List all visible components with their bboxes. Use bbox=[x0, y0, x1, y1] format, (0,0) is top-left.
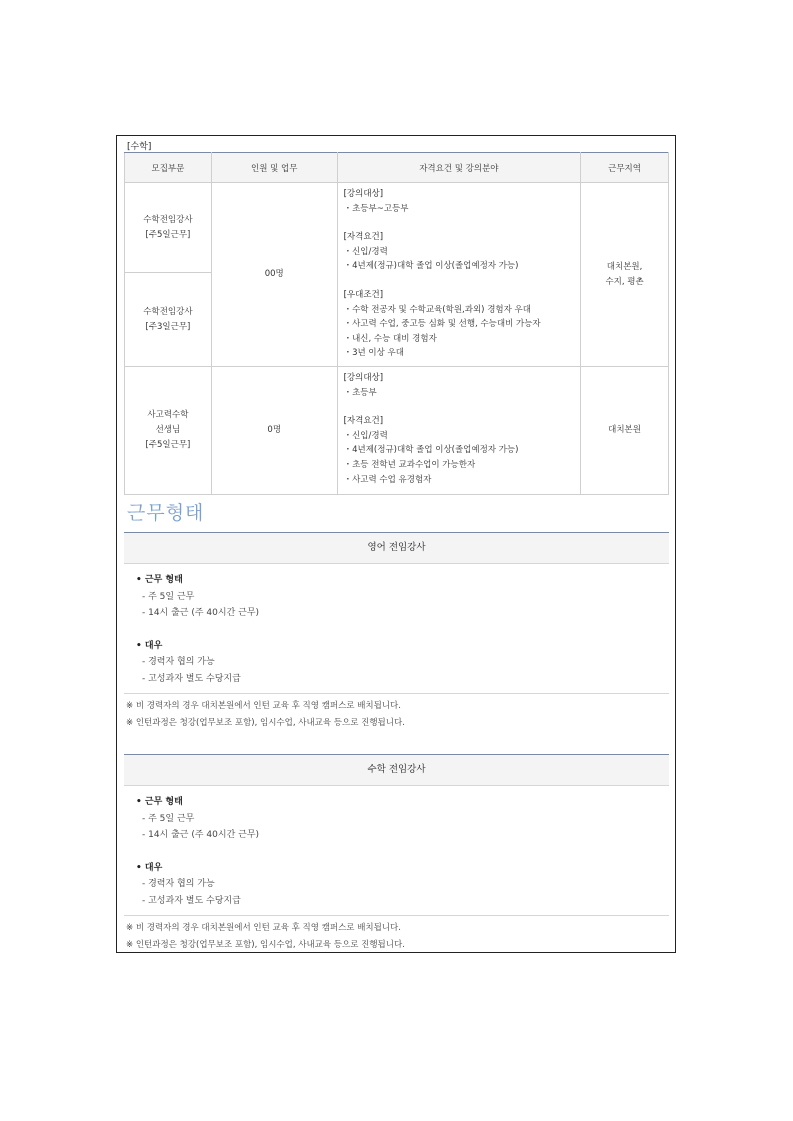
qual-heading: [강의대상] bbox=[343, 189, 384, 199]
qual-heading: [자격요건] bbox=[343, 416, 384, 427]
header-category: 모집부문 bbox=[125, 153, 212, 183]
qual-heading: [강의대상] bbox=[343, 373, 384, 383]
block-item: - 고성과자 별도 수당지급 bbox=[142, 673, 241, 684]
work-type-title: 근무형태 bbox=[127, 502, 205, 524]
qual-item: ・사고력 수업, 중고등 심화 및 선행, 수능대비 가능자 bbox=[343, 319, 541, 330]
block-item: - 14시 출근 (주 40시간 근무) bbox=[142, 830, 260, 840]
role-cell bbox=[125, 273, 212, 367]
block-item: - 고성과자 별도 수당지급 bbox=[142, 895, 241, 906]
role-name: 수학전임강사 [주3일근무] bbox=[143, 306, 193, 332]
role-cell bbox=[125, 183, 212, 273]
spacer bbox=[344, 400, 575, 414]
english-work-panel bbox=[124, 532, 669, 733]
spacer bbox=[344, 216, 575, 230]
quals-cell bbox=[337, 183, 581, 367]
qual-item: ・내신, 수능 대비 경험자 bbox=[343, 333, 437, 344]
qual-item: ・초등부~고등부 bbox=[343, 203, 409, 214]
table-row bbox=[125, 367, 669, 495]
qual-item: ・4년제(정규)대학 졸업 이상(졸업예정자 가능) bbox=[343, 261, 519, 272]
table-row bbox=[125, 183, 669, 273]
role-name: 수학전임강사 [주5일근무] bbox=[143, 214, 193, 240]
block-heading: • 근무 형태 bbox=[136, 797, 183, 807]
qual-item: ・신입/경력 bbox=[343, 246, 388, 257]
panel-notes bbox=[124, 915, 669, 955]
note-line: ※ 인턴과정은 청강(업무보조 포함), 임시수업, 사내교육 등으로 진행됩니다. bbox=[126, 717, 405, 728]
qual-item: ・신입/경력 bbox=[343, 430, 388, 441]
qual-heading: [우대조건] bbox=[343, 289, 384, 300]
count-cell: 0명 bbox=[211, 367, 337, 495]
spacer bbox=[136, 622, 657, 638]
math-recruit-table bbox=[124, 152, 669, 495]
panel-body bbox=[124, 564, 669, 693]
block-item: - 주 5일 근무 bbox=[142, 813, 195, 824]
block-item: - 경력자 협의 가능 bbox=[142, 657, 215, 667]
qual-heading: [자격요건] bbox=[343, 232, 384, 243]
block-item: - 경력자 협의 가능 bbox=[142, 879, 215, 889]
block-item: - 주 5일 근무 bbox=[142, 591, 195, 602]
header-count: 인원 및 업무 bbox=[211, 153, 337, 183]
header-quals: 자격요건 및 강의분야 bbox=[337, 153, 581, 183]
role-cell: 사고력수학 선생님 [주5일근무] bbox=[125, 367, 212, 495]
header-region: 근무지역 bbox=[581, 153, 669, 183]
panel-body bbox=[124, 786, 669, 915]
panel-heading: 영어 전임강사 bbox=[124, 532, 669, 564]
qual-item: ・사고력 수업 유경험자 bbox=[343, 474, 432, 485]
qual-item: ・수학 전공자 및 수학교육(학원,과외) 경험자 우대 bbox=[343, 304, 531, 315]
spacer bbox=[136, 844, 657, 860]
document-page bbox=[116, 135, 676, 953]
note-line: ※ 비 경력자의 경우 대치본원에서 인턴 교육 후 직영 캠퍼스로 배치됩니다. bbox=[126, 701, 401, 711]
block-heading: • 대우 bbox=[136, 862, 163, 873]
note-line: ※ 비 경력자의 경우 대치본원에서 인턴 교육 후 직영 캠퍼스로 배치됩니다. bbox=[126, 923, 401, 933]
quals-cell bbox=[337, 367, 581, 495]
region-cell: 대치본원, 수지, 평촌 bbox=[581, 183, 669, 367]
qual-item: ・초등부 bbox=[343, 387, 377, 398]
panel-heading: 수학 전임강사 bbox=[124, 754, 669, 786]
panel-notes bbox=[124, 693, 669, 733]
block-heading: • 근무 형태 bbox=[136, 575, 183, 585]
spacer bbox=[344, 274, 575, 288]
qual-item: ・초등 전학년 교과수업이 가능한자 bbox=[343, 459, 476, 470]
qual-item: ・4년제(정규)대학 졸업 이상(졸업예정자 가능) bbox=[343, 445, 519, 456]
qual-item: ・3년 이상 우대 bbox=[343, 348, 404, 359]
block-heading: • 대우 bbox=[136, 640, 163, 651]
count-cell: 00명 bbox=[211, 183, 337, 367]
math-section-tag: [수학] bbox=[127, 142, 152, 152]
block-item: - 14시 출근 (주 40시간 근무) bbox=[142, 608, 260, 618]
math-work-panel bbox=[124, 754, 669, 955]
region-cell: 대치본원 bbox=[581, 367, 669, 495]
table-header-row bbox=[125, 153, 669, 183]
note-line: ※ 인턴과정은 청강(업무보조 포함), 임시수업, 사내교육 등으로 진행됩니다. bbox=[126, 939, 405, 950]
